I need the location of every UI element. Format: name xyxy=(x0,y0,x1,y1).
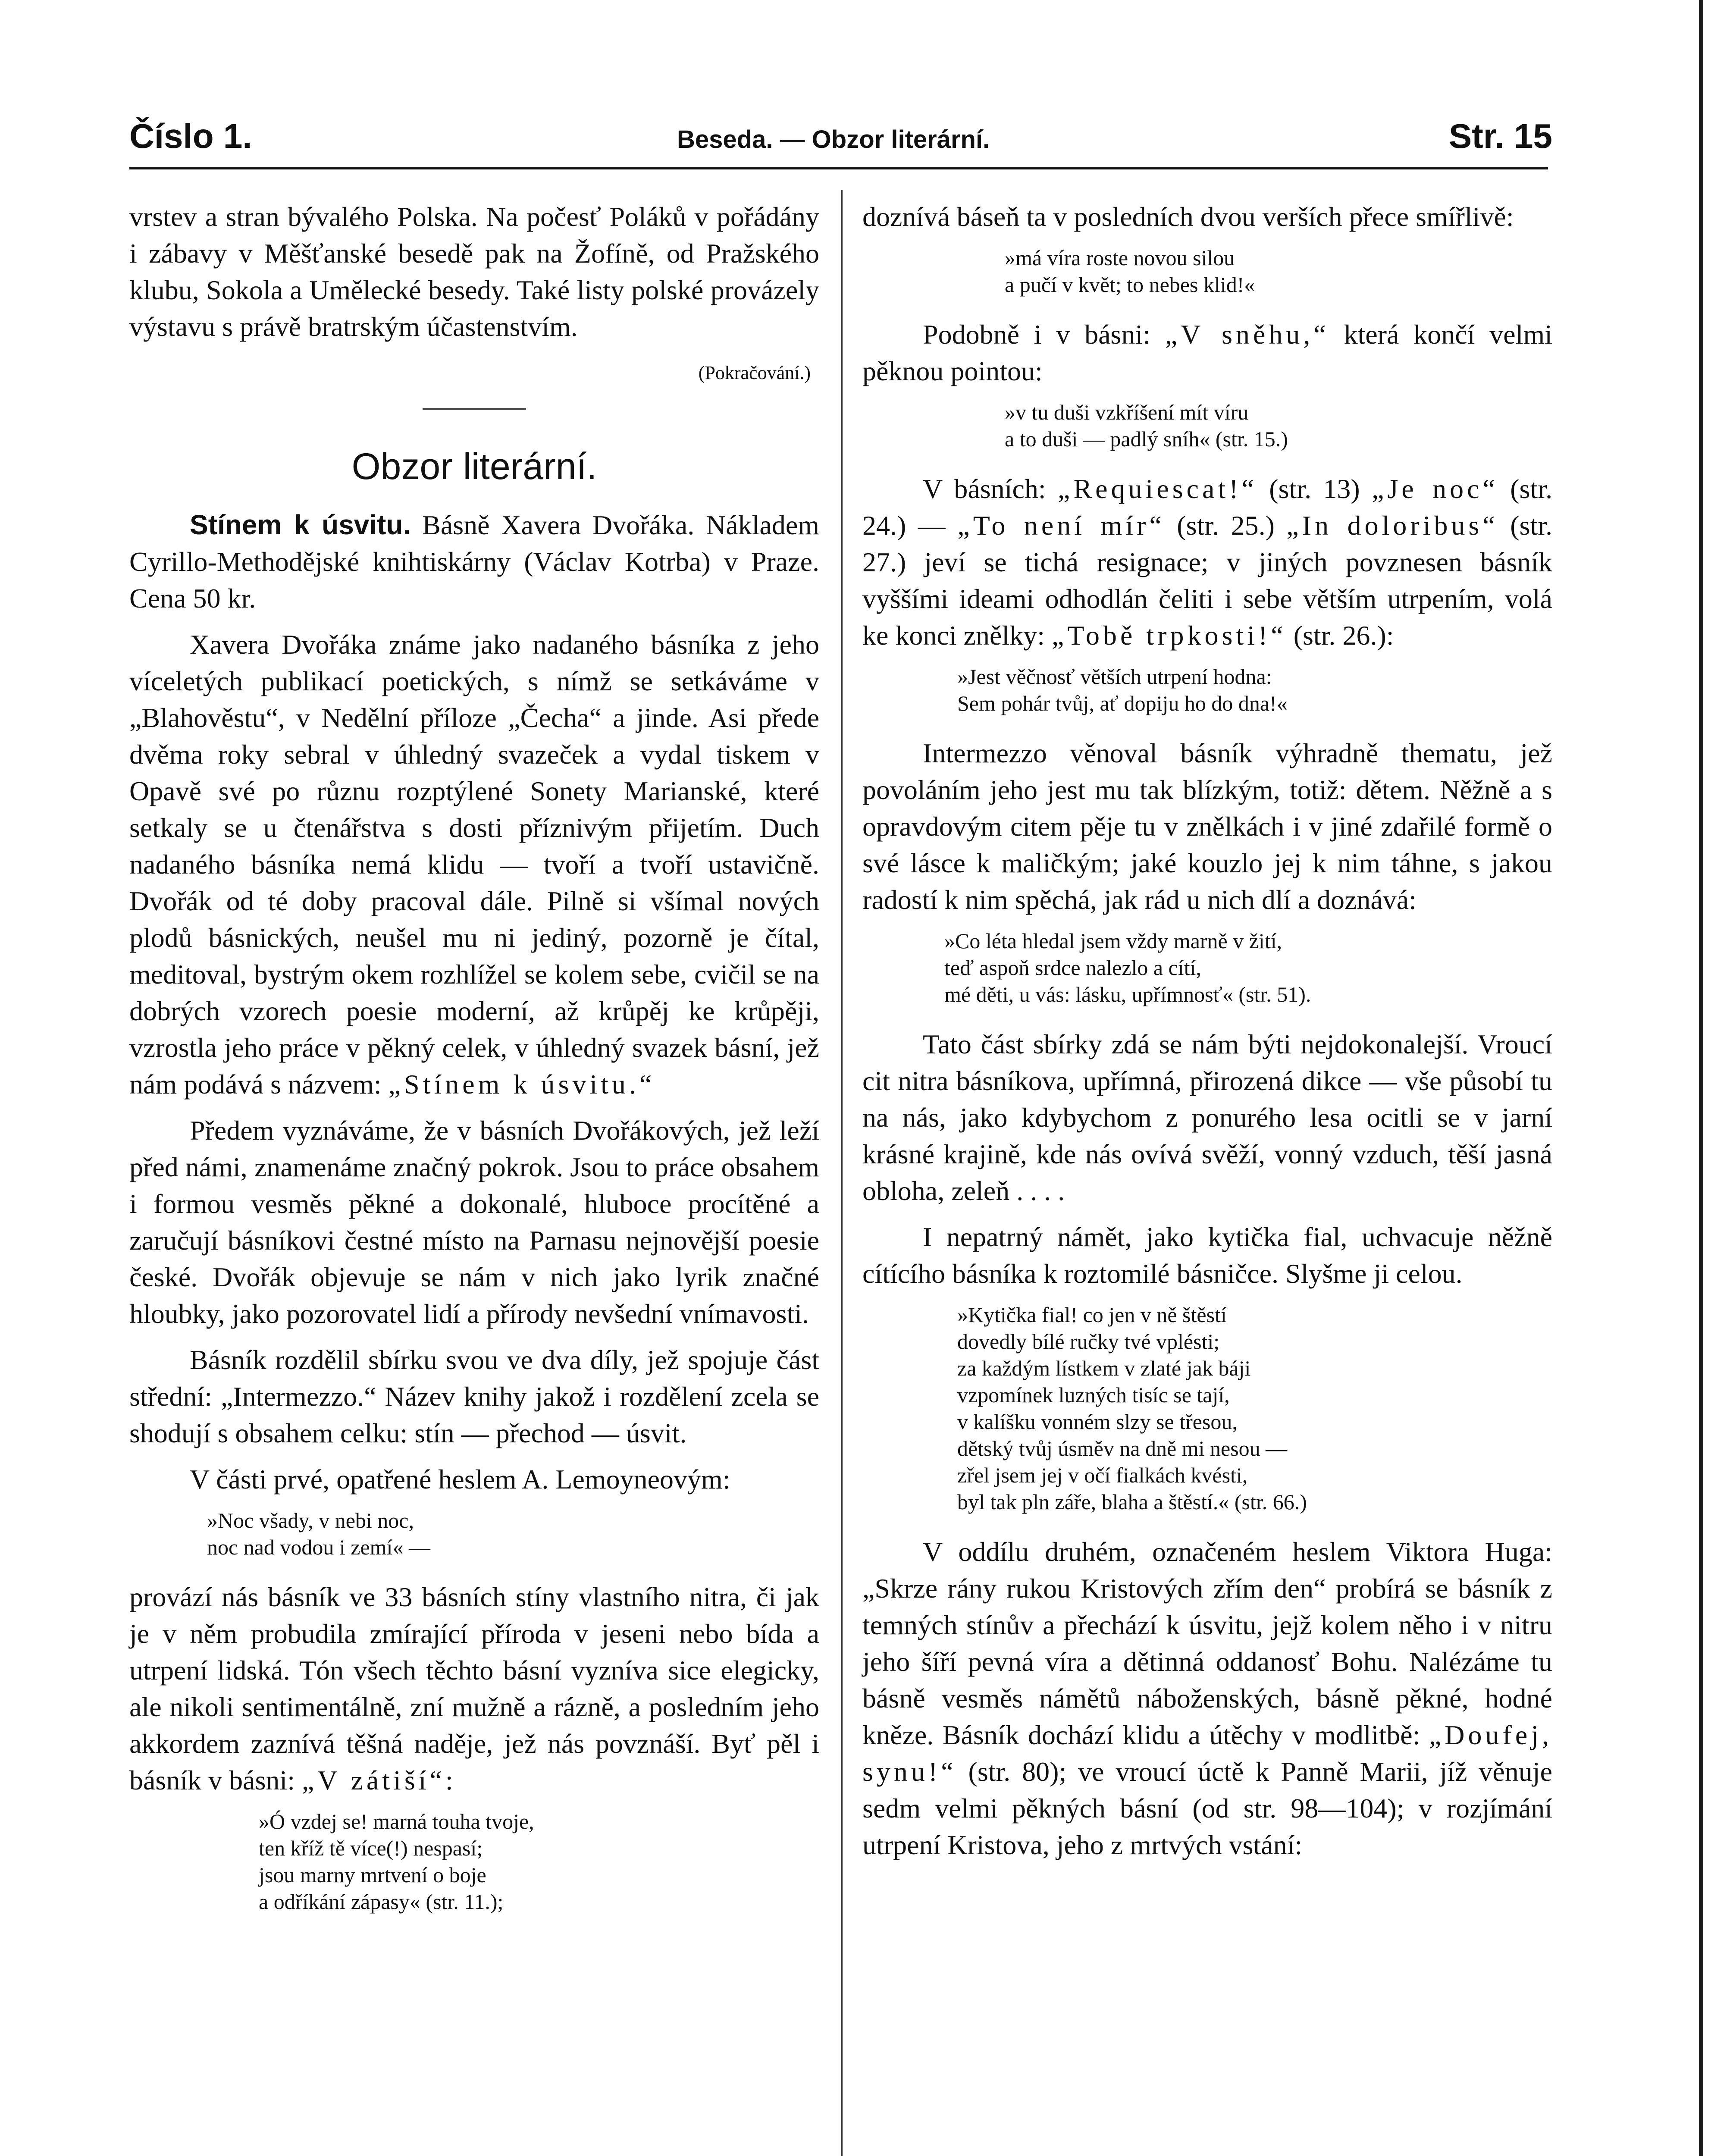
verse-line: a to duši — padlý sníh« (str. 15.) xyxy=(1005,427,1288,451)
verse-quote xyxy=(862,663,1552,717)
verse-line: »má víra roste novou silou xyxy=(1005,246,1235,270)
paragraph xyxy=(862,316,1552,389)
spaced-title: „V sněhu,“ xyxy=(1165,319,1329,350)
paragraph-text: provází nás básník ve 33 básních stíny vlastního nitra, či jak je v něm probudila zmírající příroda v jeseni nebo bída a utrpení lidská. Tón všech těchto básní vyzníva sice elegicky, ale nikoli sentimentálně, zní mužně a rázně, a posledním jeho akkordem zaznívá těšná naděje, jež nás povznáší. Byť pěl i básník v básni: xyxy=(129,1582,819,1796)
spaced-title: „Requiescat!“ xyxy=(1058,473,1257,504)
paragraph xyxy=(129,1579,819,1799)
verse-line: v kalíšku vonném slzy se třesou, xyxy=(957,1410,1238,1434)
book-entry xyxy=(129,507,819,617)
verse-line: mé děti, u vás: lásku, upřímnosť« (str. 51). xyxy=(944,982,1311,1006)
spaced-title: „To není mír“ xyxy=(957,510,1165,541)
paragraph-text: Podobně i v básni: xyxy=(923,319,1151,350)
verse-quote xyxy=(129,1808,819,1915)
header-rule xyxy=(129,167,1548,169)
verse-quote xyxy=(862,399,1552,452)
verse-line: »Ó vzdej se! marná touha tvoje, xyxy=(259,1809,534,1833)
verse-line: noc nad vodou i zemí« — xyxy=(207,1535,430,1559)
verse-quote xyxy=(862,928,1552,1008)
verse-quote xyxy=(129,1507,819,1561)
verse-line: a odříkání zápasy« (str. 11.); xyxy=(259,1890,504,1914)
separator-rule xyxy=(423,408,526,410)
paragraph: Tato část sbírky zdá se nám býti nejdokonalejší. Vroucí cit nitra básníkova, upřímná, přirozená dikce — vše působí tu na nás, jako kdybychom z ponurého lesa ocitli se v jarní krásné krajině, kde nás ovívá svěží, vonný vzduch, těší jasná obloha, zeleň . . . . xyxy=(862,1029,1552,1206)
paragraph: Intermezzo věnoval básník výhradně thematu, jež povoláním jeho jest mu tak blízkým, totiž: dětem. Něžně a s opravdovým citem pěje tu v znělkách i v jiné zdařilé formě o své lásce k maličkým; jaké kouzlo jej k nim táhne, s jakou radostí k nim spěchá, jak rád u nich dlí a doznává: xyxy=(862,738,1552,915)
page-number: Str. 15 xyxy=(1448,117,1552,155)
verse-line: teď aspoň srdce nalezlo a cítí, xyxy=(944,956,1201,980)
page-edge-border xyxy=(1699,0,1703,2156)
paragraph: V části prvé, opatřené heslem A. Lemoyneovým: xyxy=(190,1464,730,1495)
verse-line: za každým lístkem v zlaté jak báji xyxy=(957,1356,1251,1380)
paragraph xyxy=(862,1533,1552,1863)
section-title: Obzor literární. xyxy=(351,446,597,487)
verse-line: byl tak pln záře, blaha a štěstí.« (str. 66.) xyxy=(957,1490,1307,1514)
verse-line: »v tu duši vzkříšení mít víru xyxy=(1005,400,1249,424)
verse-line: ten kříž tě více(!) nespasí; xyxy=(259,1836,483,1860)
book-info: Básně Xavera Dvořáka. Nákladem Cyrillo-Methodějské knihtiskárny (Václav Kotrba) v Praze. Cena 50 kr. xyxy=(129,510,820,614)
paragraph: Předem vyznáváme, že v básních Dvořákových, jež leží před námi, znamenáme značný pokrok. Jsou to práce obsahem i formou vesměs pěkné a dokonalé, hluboce procítěné a zaručují básníkovi čestné místo na Parnasu nejnovější poesie české. Dvořák objevuje se nám v nich jako lyrik značné hloubky, jako pozorovatel lidí a přírody nevšední vnímavosti. xyxy=(129,1115,819,1329)
paragraph: doznívá báseň ta v posledních dvou verších přece smířlivě: xyxy=(862,201,1514,232)
verse-line: vzpomínek luzných tisíc se tají, xyxy=(957,1383,1230,1407)
paragraph: Básník rozdělil sbírku svou ve dva díly, jež spojuje část střední: „Intermezzo.“ Název knihy jakož i rozdělení zcela se shodují s obsahem celku: stín — přechod — úsvit. xyxy=(129,1344,819,1448)
spaced-title: „V zátiší“: xyxy=(301,1765,457,1796)
paragraph xyxy=(129,626,819,1103)
spaced-title: „Tobě trpkosti!“ xyxy=(1051,620,1287,651)
paragraph-text: (str. 26.): xyxy=(1293,620,1394,651)
paragraph-text: (str. 24.) — xyxy=(862,473,1553,541)
continuation-note: (Pokračování.) xyxy=(698,362,811,383)
verse-line: »Noc všady, v nebi noc, xyxy=(207,1508,414,1532)
paragraph-text: V básních: xyxy=(923,473,1046,504)
spaced-title: „Doufej, synu!“ xyxy=(862,1720,1552,1787)
spaced-title: „Je noc“ xyxy=(1372,473,1498,504)
paragraph-text: (str. 27.) jeví se tichá resignace; v jiných povznesen básník vyššími ideami odhodlán čeliti i sebe větším utrpením, volá ke konci znělky: xyxy=(862,510,1553,651)
paragraph: vrstev a stran bývalého Polska. Na počesť Poláků v pořádány i zábavy v Měšťanské besedě pak na Žofíně, od Pražského klubu, Sokola a Umělecké besedy. Také listy polské provázely výstavu s právě bratrským účastenstvím. xyxy=(129,201,819,342)
paragraph-text: Xavera Dvořáka známe jako nadaného básníka z jeho víceletých publikací poetických, s nímž se setkáváme v „Blahověstu“, v Nedělní příloze „Čecha“ a jinde. Asi přede dvěma roky sebral v úhledný svazeček a vydal tiskem v Opavě své po různu rozptýlené Sonety Marianské, které setkaly se u čtenářstva s dosti příznivým přijetím. Duch nadaného básníka nemá klidu — tvoří a tvoří ustavičně. Dvořák od té doby pracoval dále. Pilně si všímal nových plodů básnických, neušel mu ni jediný, pozorně je čítal, meditoval, bystrým okem rozhlížel se kolem sebe, cvičil se na dobrých vzorech poesie moderní, až krůpěj ke krůpěji, vzrostla jeho práce v pěkný celek, v úhledný svazek básní, jež nám podává s názvem: xyxy=(129,629,819,1100)
verse-quote xyxy=(862,244,1552,298)
column-divider xyxy=(841,190,843,2156)
book-title: Stínem k úsvitu. xyxy=(190,509,411,540)
paragraph-text: (str. 13) xyxy=(1269,473,1360,504)
paragraph: I nepatrný námět, jako kytička fial, uchvacuje něžně cítícího básníka k roztomilé básničce. Slyšme ji celou. xyxy=(862,1222,1552,1289)
verse-line: »Co léta hledal jsem vždy marně v žití, xyxy=(944,929,1282,953)
section-header: Beseda. — Obzor literární. xyxy=(677,125,990,154)
paragraph-text: (str. 25.) xyxy=(1177,510,1275,541)
left-column xyxy=(129,198,819,1933)
running-header xyxy=(129,116,1552,164)
paragraph xyxy=(862,470,1552,654)
spaced-title: „Stínem k úsvitu.“ xyxy=(388,1069,655,1100)
paragraph-text: která končí velmi pěknou pointou: xyxy=(862,319,1553,386)
verse-line: dovedly bílé ručky tvé vplésti; xyxy=(957,1329,1220,1354)
verse-line: »Kytička fial! co jen v ně štěstí xyxy=(957,1303,1227,1327)
verse-line: jsou marny mrtvení o boje xyxy=(259,1863,486,1887)
spaced-title: „In doloribus“ xyxy=(1286,510,1498,541)
verse-line: a pučí v květ; to nebes klid!« xyxy=(1005,273,1255,297)
verse-line: zřel jsem jej v očí fialkách kvésti, xyxy=(957,1463,1248,1487)
verse-quote xyxy=(862,1301,1552,1515)
right-column xyxy=(862,198,1552,1873)
paragraph-text: V oddílu druhém, označeném heslem Viktora Huga: „Skrze rány rukou Kristových zřím den“ probírá se básník z temných stínův a přechází k úsvitu, jejž kolem něho i v nitru jeho šíří pevná víra a dětinná oddanosť Bohu. Nalézáme tu básně vesměs námětů náboženských, básně pěkné, hodné kněze. Básník dochází klidu a útěchy v modlitbě: xyxy=(862,1536,1552,1750)
verse-line: dětský tvůj úsměv na dně mi nesou — xyxy=(957,1436,1288,1460)
issue-number: Číslo 1. xyxy=(129,117,252,155)
paragraph-text: (str. 80); ve vroucí úctě k Panně Marii, jíž věnuje sedm velmi pěkných básní (od str. 98—104); v rozjímání utrpení Kristova, jeho z mrtvých vstání: xyxy=(862,1756,1553,1860)
verse-line: Sem pohár tvůj, ať dopiju ho do dna!« xyxy=(957,691,1288,715)
verse-line: »Jest věčnosť větších utrpení hodna: xyxy=(957,664,1272,689)
